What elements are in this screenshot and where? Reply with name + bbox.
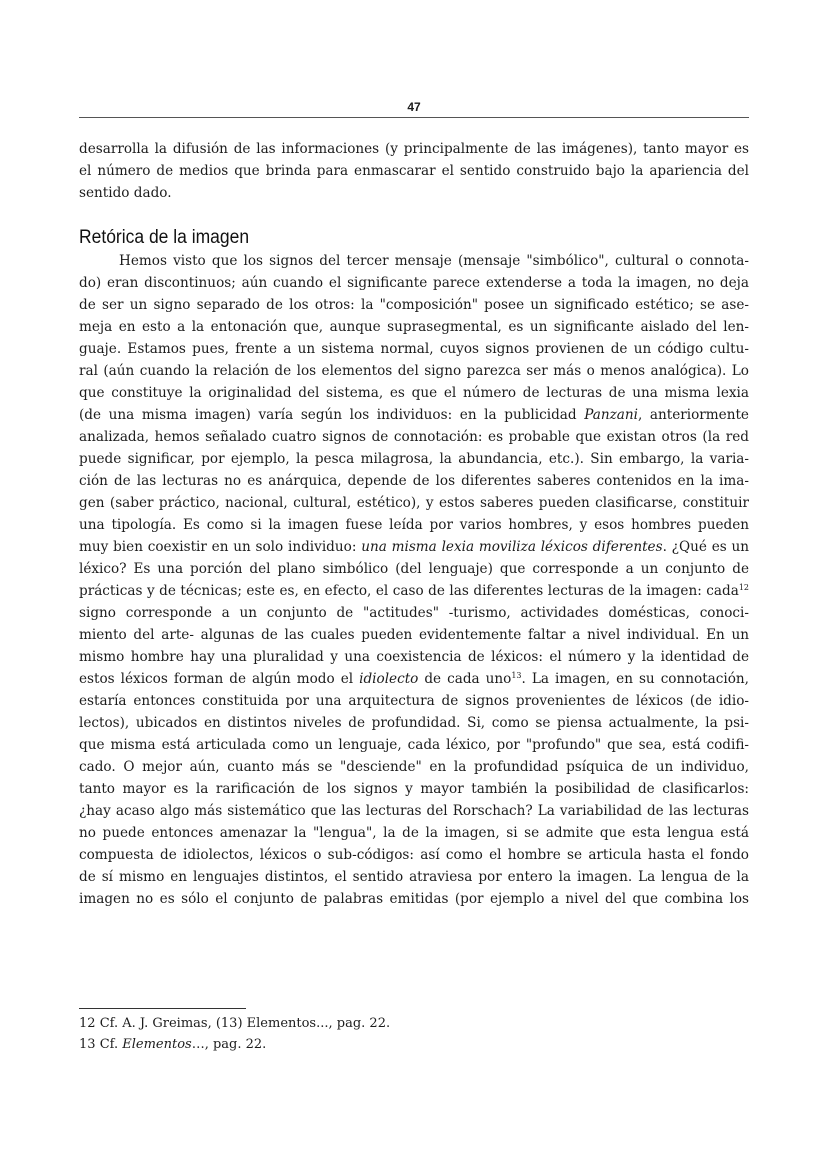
footnote-rule xyxy=(79,1008,246,1009)
footnote-text: Cf. A. J. Greimas, (13) Elementos..., pag. 22. xyxy=(99,1016,391,1031)
footnote-number: 13 xyxy=(79,1037,96,1052)
section-heading: Retórica de la imagen xyxy=(79,227,250,248)
footnote-ref: 13 xyxy=(511,671,522,680)
text-line: mismo hombre hay una pluralidad y una coexistencia de léxicos: el número y la identidad de xyxy=(79,649,749,665)
text-line: do) eran discontinuos; aún cuando el significante parece extenderse a toda la imagen, no deja xyxy=(79,275,749,291)
text-line: tanto mayor es la rarificación de los signos y mayor también la posibilidad de clasificarlos: xyxy=(79,781,749,797)
text-line: muy bien coexistir en un solo individuo: una misma lexia moviliza léxicos diferentes. ¿Qué es un xyxy=(79,539,750,555)
text-line: gen (saber práctico, nacional, cultural, estético), y estos saberes pueden clasificarse, constituir xyxy=(79,495,749,511)
text-line: prácticas y de técnicas; este es, en efecto, el caso de las diferentes lecturas de la imagen: cada$^{12}$ xyxy=(79,583,750,599)
section-paragraph xyxy=(79,250,749,910)
text-line: sentido dado. xyxy=(79,185,172,201)
text-line: ¿hay acaso algo más sistemático que las lecturas del Rorschach? La variabilidad de las lecturas xyxy=(79,803,749,819)
footnote-number: 12 xyxy=(79,1016,96,1031)
footnote xyxy=(79,1013,749,1034)
footnote-text: Cf. Elementos…, pag. 22. xyxy=(99,1037,267,1052)
footnote-ref: 12 xyxy=(738,583,750,592)
italic-text: una misma lexia moviliza léxicos diferentes xyxy=(361,539,663,555)
footnotes xyxy=(79,1013,749,1055)
text-line: léxico? Es una porción del plano simbólico (del lenguaje) que corresponde a un conjunto de xyxy=(79,561,749,577)
text-line: cado. O mejor aún, cuanto más se "desciende" en la profundidad psíquica de un individuo, xyxy=(79,759,749,775)
text-line: (de una misma imagen) varía según los individuos: en la publicidad Panzani, anteriormente xyxy=(79,407,749,423)
text-line: una tipología. Es como si la imagen fuese leída por varios hombres, y esos hombres pueden xyxy=(79,517,749,533)
text-line: no puede entonces amenazar la "lengua", la de la imagen, si se admite que esta lengua está xyxy=(79,825,749,841)
italic-text: Elementos xyxy=(122,1037,192,1052)
footnote xyxy=(79,1034,749,1055)
text-line: el número de medios que brinda para enmascarar el sentido construido bajo la apariencia del xyxy=(79,163,749,179)
text-line: estos léxicos forman de algún modo el idiolecto de cada uno$^{13}$. La imagen, en su connotación, xyxy=(79,671,749,687)
text-line: analizada, hemos señalado cuatro signos de connotación: es probable que existan otros (la red xyxy=(79,429,749,445)
text-line: ral (aún cuando la relación de los elementos del signo parezca ser más o menos analógica). Lo xyxy=(79,363,749,379)
text-line: estaría entonces constituida por una arquitectura de signos provenientes de léxicos (de idio- xyxy=(79,693,749,709)
italic-text: Panzani xyxy=(584,407,638,423)
italic-text: idiolecto xyxy=(359,671,419,687)
text-line: compuesta de idiolectos, léxicos o sub-códigos: así como el hombre se articula hasta el fondo xyxy=(79,847,749,863)
text-line: lectos), ubicados en distintos niveles de profundidad. Si, como se piensa actualmente, la psi- xyxy=(79,715,749,731)
text-line: que misma está articulada como un lenguaje, cada léxico, por "profundo" que sea, está codifi- xyxy=(79,737,749,753)
text-line: imagen no es sólo el conjunto de palabras emitidas (por ejemplo a nivel del que combina los xyxy=(79,891,749,907)
page-number: 47 xyxy=(407,100,421,114)
text-line: guaje. Estamos pues, frente a un sistema normal, cuyos signos provienen de un código cultu- xyxy=(79,341,749,357)
body-text xyxy=(79,138,749,910)
text-line: puede significar, por ejemplo, la pesca milagrosa, la abundancia, etc.). Sin embargo, la varia- xyxy=(79,451,749,467)
text-line: de ser un signo separado de los otros: la "composición" posee un significado estético; se ase- xyxy=(79,297,749,313)
text-line: ción de las lecturas no es anárquica, depende de los diferentes saberes contenidos en la ima- xyxy=(79,473,749,489)
text-line: Hemos visto que los signos del tercer mensaje (mensaje "simbólico", cultural o connota- xyxy=(119,253,749,269)
text-line: que constituye la originalidad del sistema, es que el número de lecturas de una misma lexia xyxy=(79,385,749,401)
text-line: meja en esto a la entonación que, aunque suprasegmental, es un significante aislado del len- xyxy=(79,319,749,335)
continued-paragraph xyxy=(79,138,749,204)
text-line: signo corresponde a un conjunto de "actitudes" -turismo, actividades domésticas, conoci- xyxy=(79,605,749,621)
header-rule xyxy=(79,117,749,118)
text-line: miento del arte- algunas de las cuales pueden evidentemente faltar a nivel individual. En un xyxy=(79,627,749,643)
text-line: desarrolla la difusión de las informaciones (y principalmente de las imágenes), tanto mayor es xyxy=(79,141,749,157)
text-line: de sí mismo en lenguajes distintos, el sentido atraviesa por entero la imagen. La lengua de la xyxy=(79,869,749,885)
